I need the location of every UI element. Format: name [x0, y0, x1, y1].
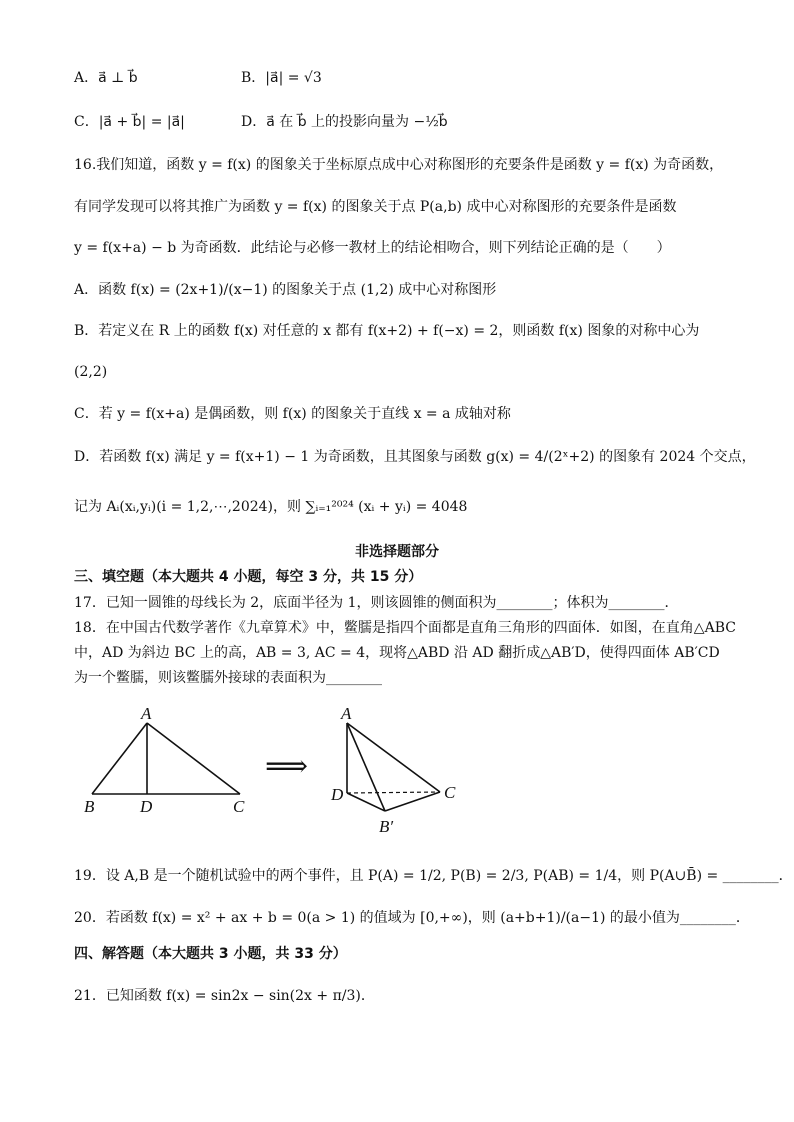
- figure-right-label-b-prime: B′: [379, 817, 394, 836]
- figure-right-triangle: [70, 700, 270, 820]
- q18-line1: 18．在中国古代数学著作《九章算术》中，鳖臑是指四个面都是直角三角形的四面体．如图，在直角△ABC: [74, 620, 736, 636]
- q16-option-b-line2: (2,2): [74, 364, 108, 380]
- q17: 17．已知一圆锥的母线长为 2，底面半径为 1，则该圆锥的侧面积为________；体积为________．: [74, 595, 679, 611]
- figure-left-label-a: A: [141, 704, 152, 723]
- figure-left-label-c: C: [233, 797, 245, 816]
- q15-option-b: B．|a⃗| = √3: [241, 70, 322, 86]
- q16-stem-line3: y = f(x+a) − b 为奇函数．此结论与必修一教材上的结论相吻合，则下列结论正确的是（ ）: [74, 240, 671, 256]
- q15-option-c: C．|a⃗ + b⃗| = |a⃗|: [74, 114, 185, 130]
- q19: 19．设 A,B 是一个随机试验中的两个事件，且 P(A) = 1/2, P(B) = 2/3, P(AB) = 1/4，则 P(A∪B̄) = ________．: [74, 868, 793, 884]
- q16-option-b-line1: B．若定义在 R 上的函数 f(x) 对任意的 x 都有 f(x+2) + f(−x) = 2，则函数 f(x) 图象的对称中心为: [74, 323, 700, 339]
- figure-left-label-b: B: [84, 797, 95, 816]
- figure-tetrahedron: [325, 700, 475, 840]
- section-3-title: 三、填空题（本大题共 4 小题，每空 3 分，共 15 分）: [74, 569, 423, 585]
- q15-option-a: A．a⃗ ⊥ b⃗: [74, 70, 138, 86]
- implies-arrow: ⟹: [265, 749, 309, 784]
- q21: 21．已知函数 f(x) = sin2x − sin(2x + π/3)．: [74, 988, 375, 1004]
- q18-line2: 中，AD 为斜边 BC 上的高，AB = 3, AC = 4，现将△ABD 沿 AD 翻折成△AB′D，使得四面体 AB′CD: [74, 645, 720, 661]
- figure-left-label-d: D: [140, 797, 153, 816]
- q16-option-c: C．若 y = f(x+a) 是偶函数，则 f(x) 的图象关于直线 x = a 成轴对称: [74, 406, 511, 422]
- figure-right-label-d: D: [331, 785, 344, 804]
- q20: 20．若函数 f(x) = x² + ax + b = 0(a > 1) 的值域为 [0,+∞)，则 (a+b+1)/(a−1) 的最小值为________．: [74, 910, 750, 926]
- q18-line3: 为一个鳖臑，则该鳖臑外接球的表面积为________: [74, 670, 382, 686]
- section-4-title: 四、解答题（本大题共 3 小题，共 33 分）: [74, 946, 347, 962]
- q16-stem-line1: 16.我们知道，函数 y = f(x) 的图象关于坐标原点成中心对称图形的充要条件是函数 y = f(x) 为奇函数，: [74, 157, 724, 173]
- q16-option-a: A．函数 f(x) = (2x+1)/(x−1) 的图象关于点 (1,2) 成中心对称图形: [74, 282, 497, 298]
- figure-right-label-a: A: [341, 704, 352, 723]
- figure-right-label-c: C: [444, 783, 456, 802]
- q15-option-d: D．a⃗ 在 b⃗ 上的投影向量为 −½b⃗: [241, 114, 448, 130]
- q16-option-d-line1: D．若函数 f(x) 满足 y = f(x+1) − 1 为奇函数，且其图象与函数 g(x) = 4/(2ˣ+2) 的图象有 2024 个交点，: [74, 449, 756, 465]
- q16-option-d-line2: 记为 Aᵢ(xᵢ,yᵢ)(i = 1,2,⋯,2024)，则 ∑ᵢ₌₁²⁰²⁴ (xᵢ + yᵢ) = 4048: [74, 499, 468, 515]
- section-nonchoice-title: 非选择题部分: [355, 544, 439, 560]
- q16-stem-line2: 有同学发现可以将其推广为函数 y = f(x) 的图象关于点 P(a,b) 成中心对称图形的充要条件是函数: [74, 199, 677, 215]
